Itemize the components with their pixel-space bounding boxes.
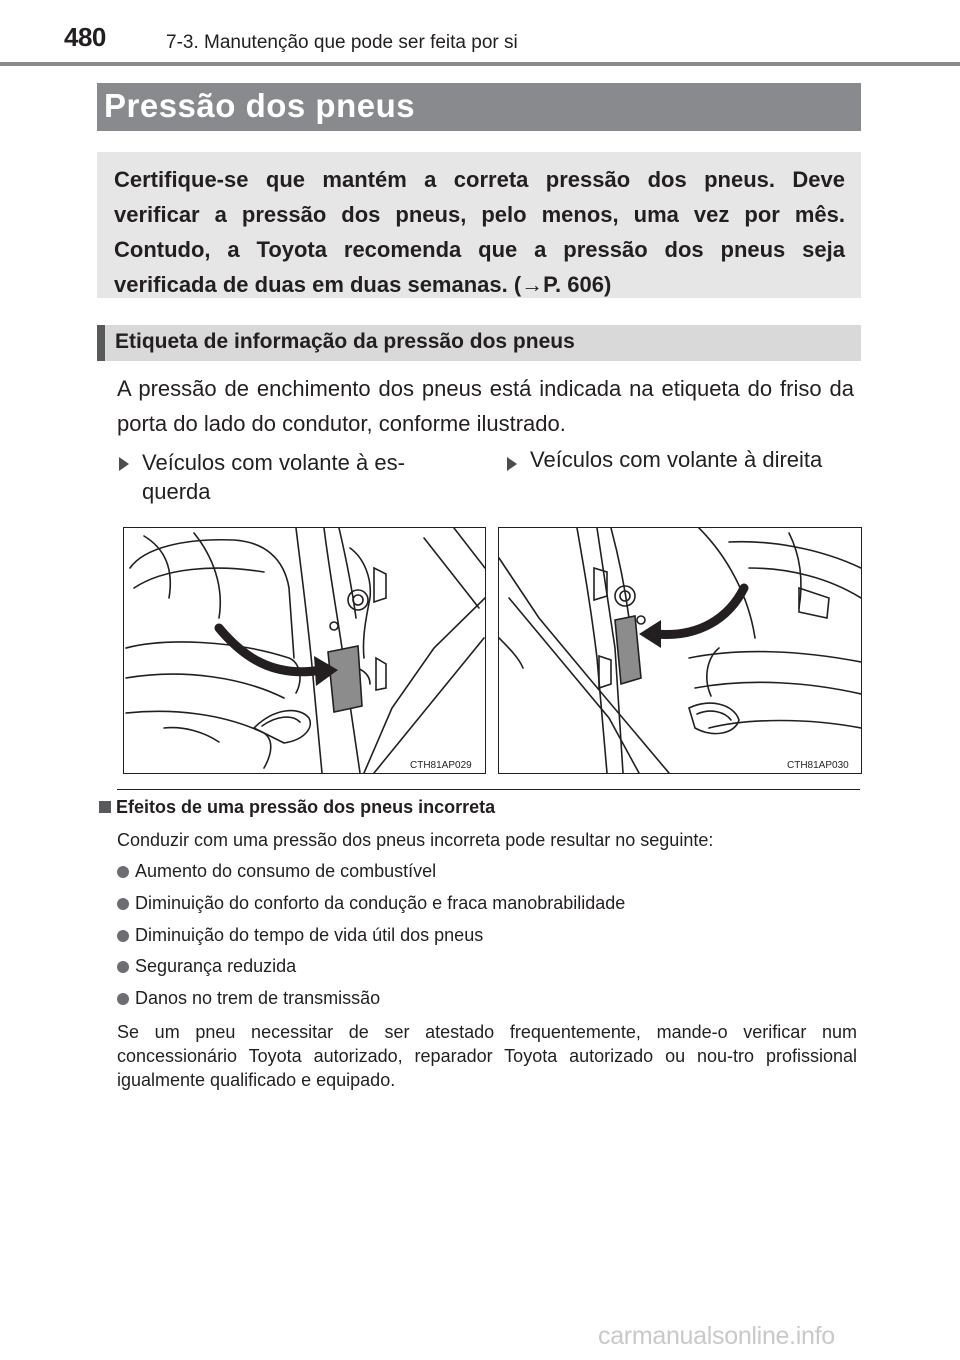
effect-item: Diminuição do conforto da condução e fraca manobrabilidade — [135, 893, 626, 913]
subsection-title: Etiqueta de informação da pressão dos pneus — [115, 330, 575, 353]
figure-caption-left-cont: querda — [142, 479, 211, 504]
header-divider — [0, 62, 960, 66]
figure-caption-left: Veículos com volante à es- — [142, 450, 405, 475]
effect-item: Diminuição do tempo de vida útil dos pneus — [135, 925, 484, 945]
intro-text: Certifique-se que mantém a correta pressão dos pneus. Deve verificar a pressão dos pneus, pelo menos, uma vez por mês. Contudo, a Toyota recomenda que a pressão dos pneus seja verificada de duas em duas semanas. (→P. 606) — [114, 167, 845, 297]
figure-code-left: CTH81AP029 — [410, 760, 472, 771]
effects-intro: Conduzir com uma pressão dos pneus incorreta pode resultar no seguinte: — [117, 830, 714, 850]
label-description: A pressão de enchimento dos pneus está indicada na etiqueta do friso da porta do lado do condutor, conforme ilustrado. — [117, 376, 854, 436]
square-bullet-icon — [99, 801, 111, 813]
circle-bullet-icon — [117, 866, 129, 878]
figure-code-right: CTH81AP030 — [787, 760, 849, 771]
triangle-bullet-icon — [507, 457, 517, 471]
circle-bullet-icon — [117, 961, 129, 973]
page-title: Pressão dos pneus — [104, 87, 416, 124]
circle-bullet-icon — [117, 930, 129, 942]
effects-heading: Efeitos de uma pressão dos pneus incorreta — [116, 797, 496, 817]
circle-bullet-icon — [117, 993, 129, 1005]
figure-caption-right: Veículos com volante à direita — [530, 447, 823, 472]
door-pillar-illustration — [499, 528, 861, 773]
effect-item: Segurança reduzida — [135, 956, 297, 976]
section-divider — [117, 789, 860, 790]
closing-paragraph: Se um pneu necessitar de ser atestado frequentemente, mande-o verificar num concessionário Toyota autorizado, reparador Toyota autorizado ou nou-tro profissional igualmente qualificado e equipado. — [117, 1022, 857, 1090]
illustration-left-hand-drive — [123, 527, 486, 774]
circle-bullet-icon — [117, 898, 129, 910]
section-path: 7-3. Manutenção que pode ser feita por si — [166, 32, 518, 53]
effect-item: Aumento do consumo de combustível — [135, 861, 437, 881]
door-pillar-illustration — [124, 528, 485, 773]
subsection-marker — [97, 325, 105, 361]
page-number: 480 — [64, 22, 106, 52]
illustration-right-hand-drive — [498, 527, 862, 774]
triangle-bullet-icon — [119, 457, 129, 471]
watermark: carmanualsonline.info — [598, 1322, 835, 1350]
effect-item: Danos no trem de transmissão — [135, 988, 381, 1008]
